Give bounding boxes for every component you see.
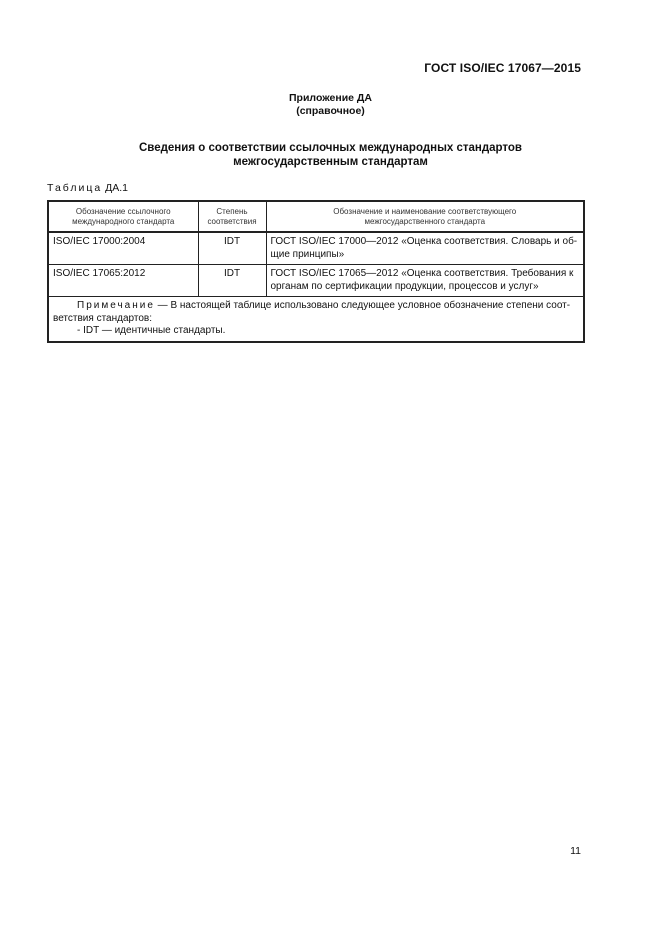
table-row (48, 232, 584, 265)
column-header-national (266, 201, 584, 232)
section-title-line1: Сведения о соответствии ссылочных международных стандартов (138, 142, 522, 154)
document-code: ГОСТ ISO/IEC 17067—2015 (424, 61, 581, 75)
column-header-degree (198, 201, 266, 232)
table-label (47, 182, 128, 194)
note-label: Примечание (77, 300, 155, 311)
note-text: — В настоящей таблице использовано следующее условное обозначение степени соот-ветствия стандартов: (53, 300, 571, 324)
column-header-ref-line1: Обозначение ссылочного (75, 207, 171, 216)
column-header-degree-line2: соответствия (207, 217, 257, 226)
section-title (0, 141, 661, 169)
correspondence-table (47, 200, 585, 343)
table-row (48, 265, 584, 297)
note-item: - IDT — идентичные стандарты. (77, 325, 226, 336)
cell-degree: IDT (198, 265, 266, 297)
cell-ref: ISO/IEC 17000:2004 (48, 232, 198, 265)
cell-national: ГОСТ ISO/IEC 17000—2012 «Оценка соответствия. Словарь и об-щие принципы» (266, 232, 584, 265)
page-number: 11 (570, 845, 581, 857)
column-header-ref-line2: международного стандарта (72, 217, 175, 226)
column-header-ref (48, 201, 198, 232)
column-header-national-line1: Обозначение и наименование соответствующего (333, 207, 517, 216)
cell-national: ГОСТ ISO/IEC 17065—2012 «Оценка соответствия. Требования к органам по сертификации продукции, процессов и услуг» (266, 265, 584, 297)
table-note-row (48, 297, 584, 342)
section-title-line2: межгосударственным стандартам (233, 156, 428, 168)
table-label-number: ДА.1 (105, 182, 128, 194)
annex-subtitle: (справочное) (296, 105, 365, 117)
annex-title: Приложение ДА (289, 92, 372, 104)
annex-heading (0, 92, 661, 118)
column-header-degree-line1: Степень (216, 207, 248, 216)
cell-degree: IDT (198, 232, 266, 265)
table-header-row (48, 201, 584, 232)
table-label-word: Таблица (47, 182, 103, 194)
column-header-national-line2: межгосударственного стандарта (364, 217, 486, 226)
table-note (48, 297, 584, 342)
cell-ref: ISO/IEC 17065:2012 (48, 265, 198, 297)
